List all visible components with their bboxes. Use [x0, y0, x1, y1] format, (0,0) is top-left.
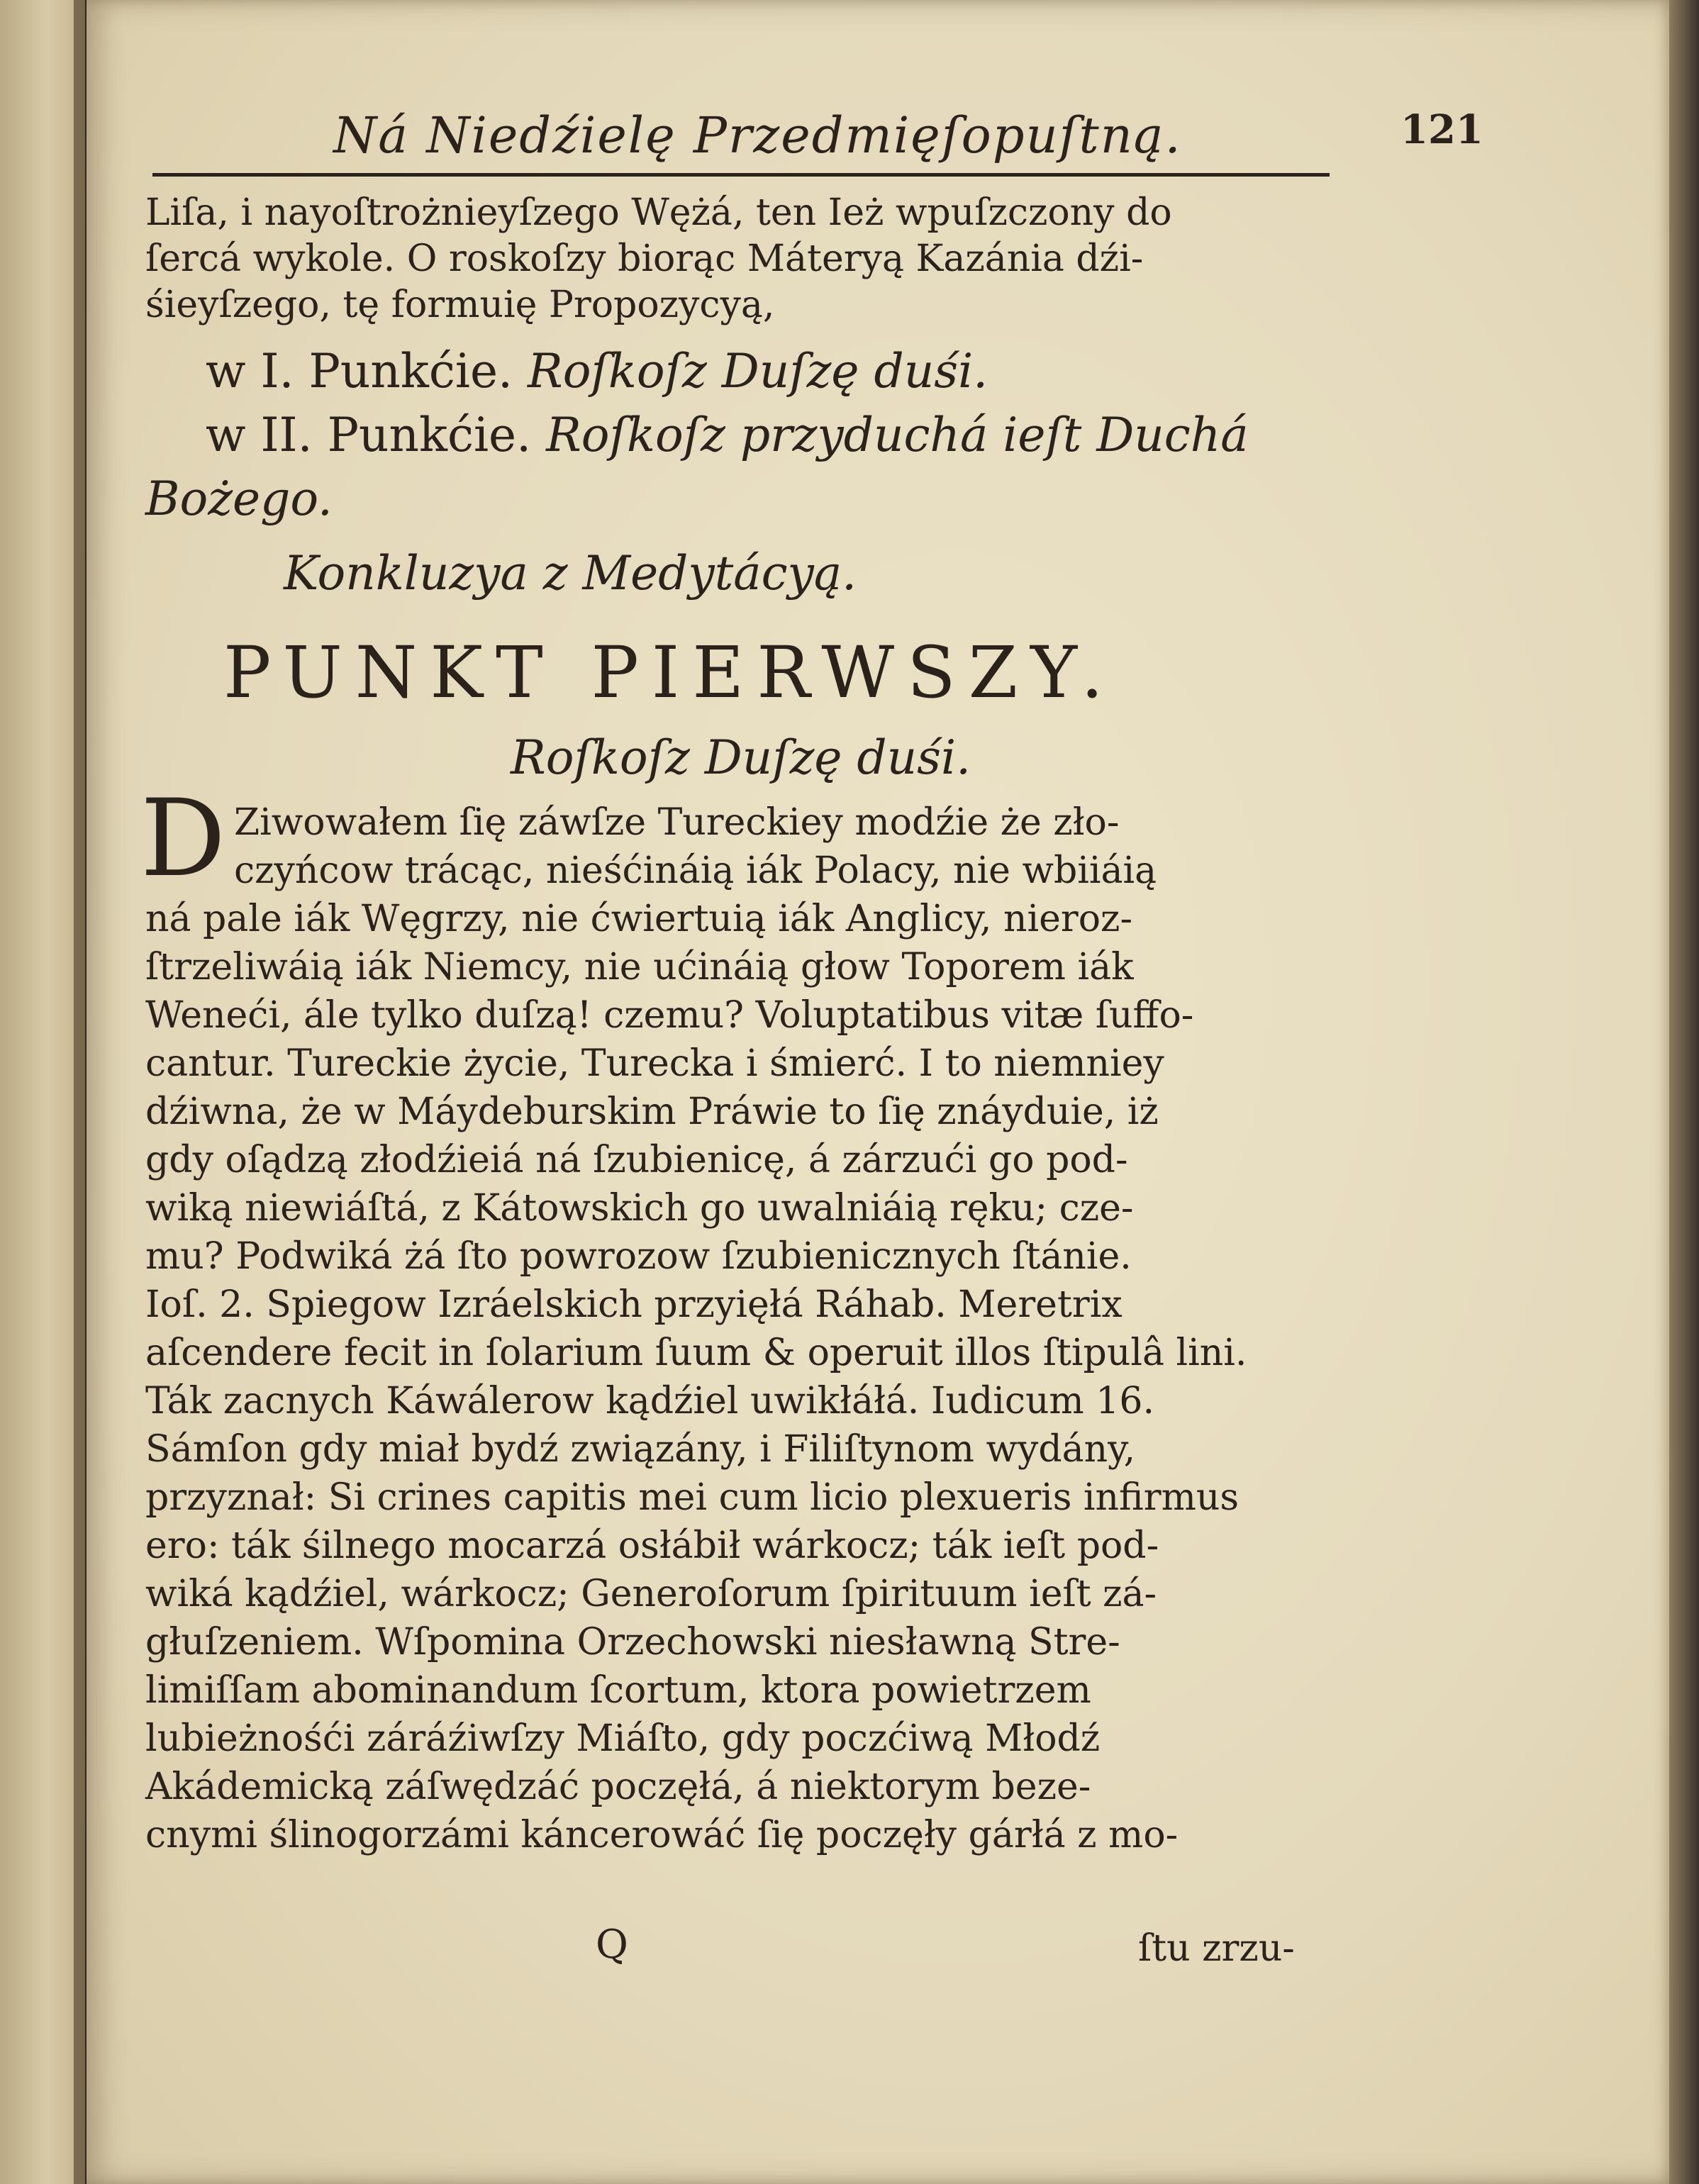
body-line: cantur. Tureckie życie, Turecka i śmierć. I to niemniey	[145, 1042, 1164, 1085]
point-2-label	[206, 408, 1249, 462]
intro-line: śieyſzego, tę formuię Propozycyą,	[145, 284, 775, 326]
body-line: Ioſ. 2. Spiegow Izráelskich przyięłá Ráhab. Meretrix	[145, 1283, 1123, 1326]
page-number: 121	[1400, 106, 1483, 153]
body-line: lubieżnośći záráźiwſzy Miáſto, gdy poczćiwą Młodź	[145, 1717, 1101, 1760]
point-2-title: Roſkoſz przyduchá ieſt Duchá	[546, 408, 1249, 462]
body-line: Ziwowałem ſię záwſze Tureckiey modźie że zło-	[234, 801, 1120, 844]
body-line: Ták zacnych Káwálerow kądźiel uwikłáłá. Iudicum 16.	[145, 1380, 1154, 1422]
point-2-continuation: Bożego.	[145, 472, 333, 526]
body-line: Akádemicką záſwędzáć poczęłá, á niektorym beze-	[145, 1766, 1091, 1808]
page-edge-right	[1669, 0, 1699, 2184]
body-line: ná pale iák Węgrzy, nie ćwiertuią iák Anglicy, nieroz-	[145, 898, 1133, 940]
body-line: gdy oſądzą złodźieiá ná ſzubienicę, á zárzući go pod-	[145, 1139, 1128, 1181]
body-line: ero: ták śilnego mocarzá osłábił wárkocz; ták ieſt pod-	[145, 1525, 1159, 1567]
point-1-label	[206, 344, 988, 399]
body-line: przyznał: Si crines capitis mei cum licio plexueris infirmus	[145, 1476, 1240, 1519]
intro-line: Liſa, i nayoſtrożnieyſzego Wężá, ten Ież wpuſzczony do	[145, 191, 1172, 234]
running-title: Ná Niedźielę Przedmięſopuſtną.	[333, 106, 1182, 165]
drop-cap: D	[140, 777, 226, 901]
body-line: Sámſon gdy miał bydź związány, i Filiſtynom wydány,	[145, 1428, 1136, 1471]
body-line: wiką niewiáſtá, z Kátowskich go uwalniáią ręku; cze-	[145, 1187, 1134, 1230]
point-2-prefix: w II. Punkćie.	[206, 408, 532, 462]
section-heading: PUNKT PIERWSZY.	[223, 631, 1117, 714]
body-line: Weneći, ále tylko duſzą! czemu? Voluptatibus vitæ ſuffo-	[145, 994, 1194, 1037]
body-line: ſtrzeliwáią iák Niemcy, nie ućináią głow Toporem iák	[145, 946, 1134, 988]
intro-line: ſercá wykole. O roskoſzy biorąc Máteryą Kazánia dźi-	[145, 238, 1144, 280]
header-rule	[152, 173, 1330, 177]
signature-mark: Q	[596, 1922, 628, 1968]
body-line: limiſſam abominandum ſcortum, ktora powietrzem	[145, 1669, 1091, 1712]
point-1-prefix: w I. Punkćie.	[206, 344, 513, 399]
body-line: aſcendere fecit in ſolarium ſuum & operuit illos ſtipulâ lini.	[145, 1332, 1247, 1374]
body-line: mu? Podwiká żá ſto powrozow ſzubienicznych ſtánie.	[145, 1235, 1132, 1278]
body-line: czyńcow trácąc, nieśćináią iák Polacy, nie wbiiáią	[234, 849, 1157, 892]
catchword: ſtu zrzu-	[1138, 1927, 1295, 1970]
point-1-title: Roſkoſz Duſzę duśi.	[528, 344, 988, 399]
body-line: wiká kądźiel, wárkocz; Generoſorum ſpirituum ieſt zá-	[145, 1573, 1157, 1615]
conclusion-label: Konkluzya z Medytácyą.	[284, 546, 857, 601]
section-subheading: Roſkoſz Duſzę duśi.	[511, 730, 971, 785]
body-line: dźiwna, że w Máydeburskim Práwie to ſię znáyduie, iż	[145, 1091, 1159, 1133]
body-line: cnymi ślinogorzámi káncerowáć ſię poczęły gárłá z mo-	[145, 1814, 1179, 1856]
previous-page-edge	[0, 0, 85, 2184]
body-line: głuſzeniem. Wſpomina Orzechowski niesławną Stre-	[145, 1621, 1120, 1664]
